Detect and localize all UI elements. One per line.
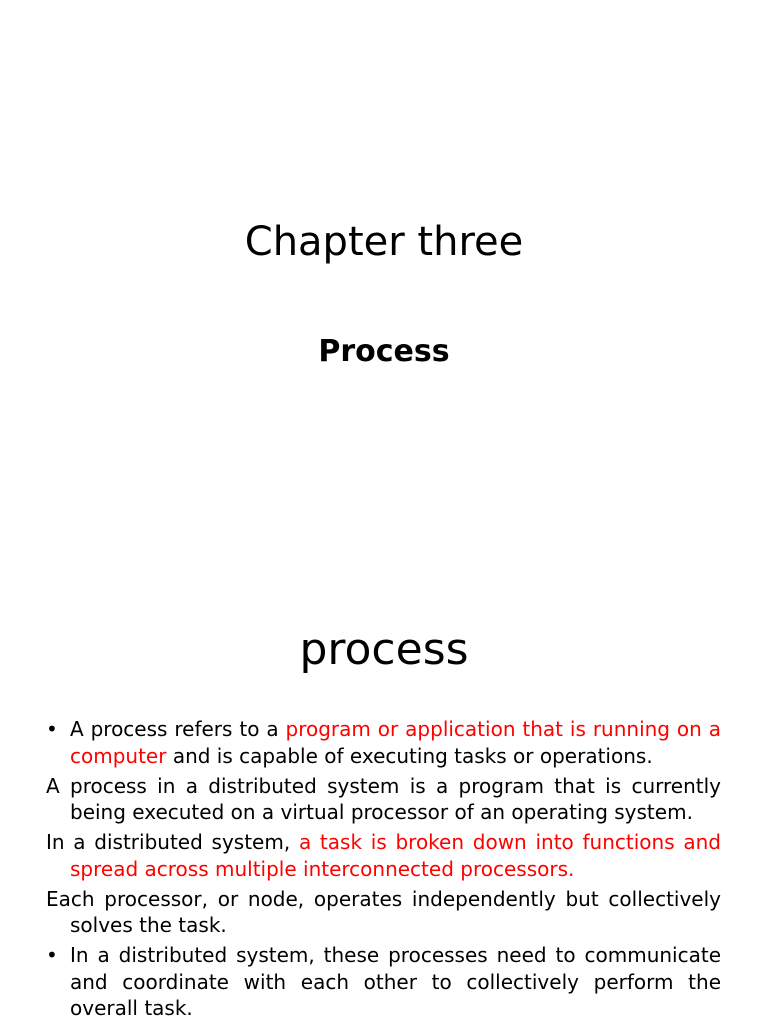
text-run: and is capable of executing tasks or operations. <box>166 743 653 768</box>
bullet-paragraph-communication <box>46 942 721 1022</box>
text-run: In a distributed system, these processes need to communicate and coordinate with each other to collectively perform the overall task. <box>70 943 721 1020</box>
text-run: A process refers to a <box>70 717 286 741</box>
bullet-icon: • <box>46 717 58 741</box>
highlighted-text-run: program or application that is running on a computer <box>70 717 721 768</box>
text-run: Each processor, or node, operates independently but collectively solves the task. <box>46 886 721 937</box>
slide-subtitle: Process <box>318 334 450 369</box>
slide-title: Chapter three <box>244 219 524 265</box>
text-run: A process in a distributed system is a program that is currently being executed on a virtual processor of an operating system. <box>46 773 721 824</box>
paragraph-distributed-process <box>46 773 721 826</box>
bullet-paragraph-process-definition <box>46 716 721 769</box>
text-run: In a distributed system, <box>46 830 299 854</box>
bullet-icon: • <box>46 943 58 967</box>
highlighted-text-run: a task is broken down into functions and spread across multiple interconnected processors. <box>70 830 721 881</box>
content-slide-title: process <box>299 624 469 675</box>
content-body <box>46 716 721 1024</box>
content-slide <box>0 576 768 1024</box>
paragraph-task-breakdown <box>46 829 721 882</box>
paragraph-node-independence <box>46 886 721 939</box>
